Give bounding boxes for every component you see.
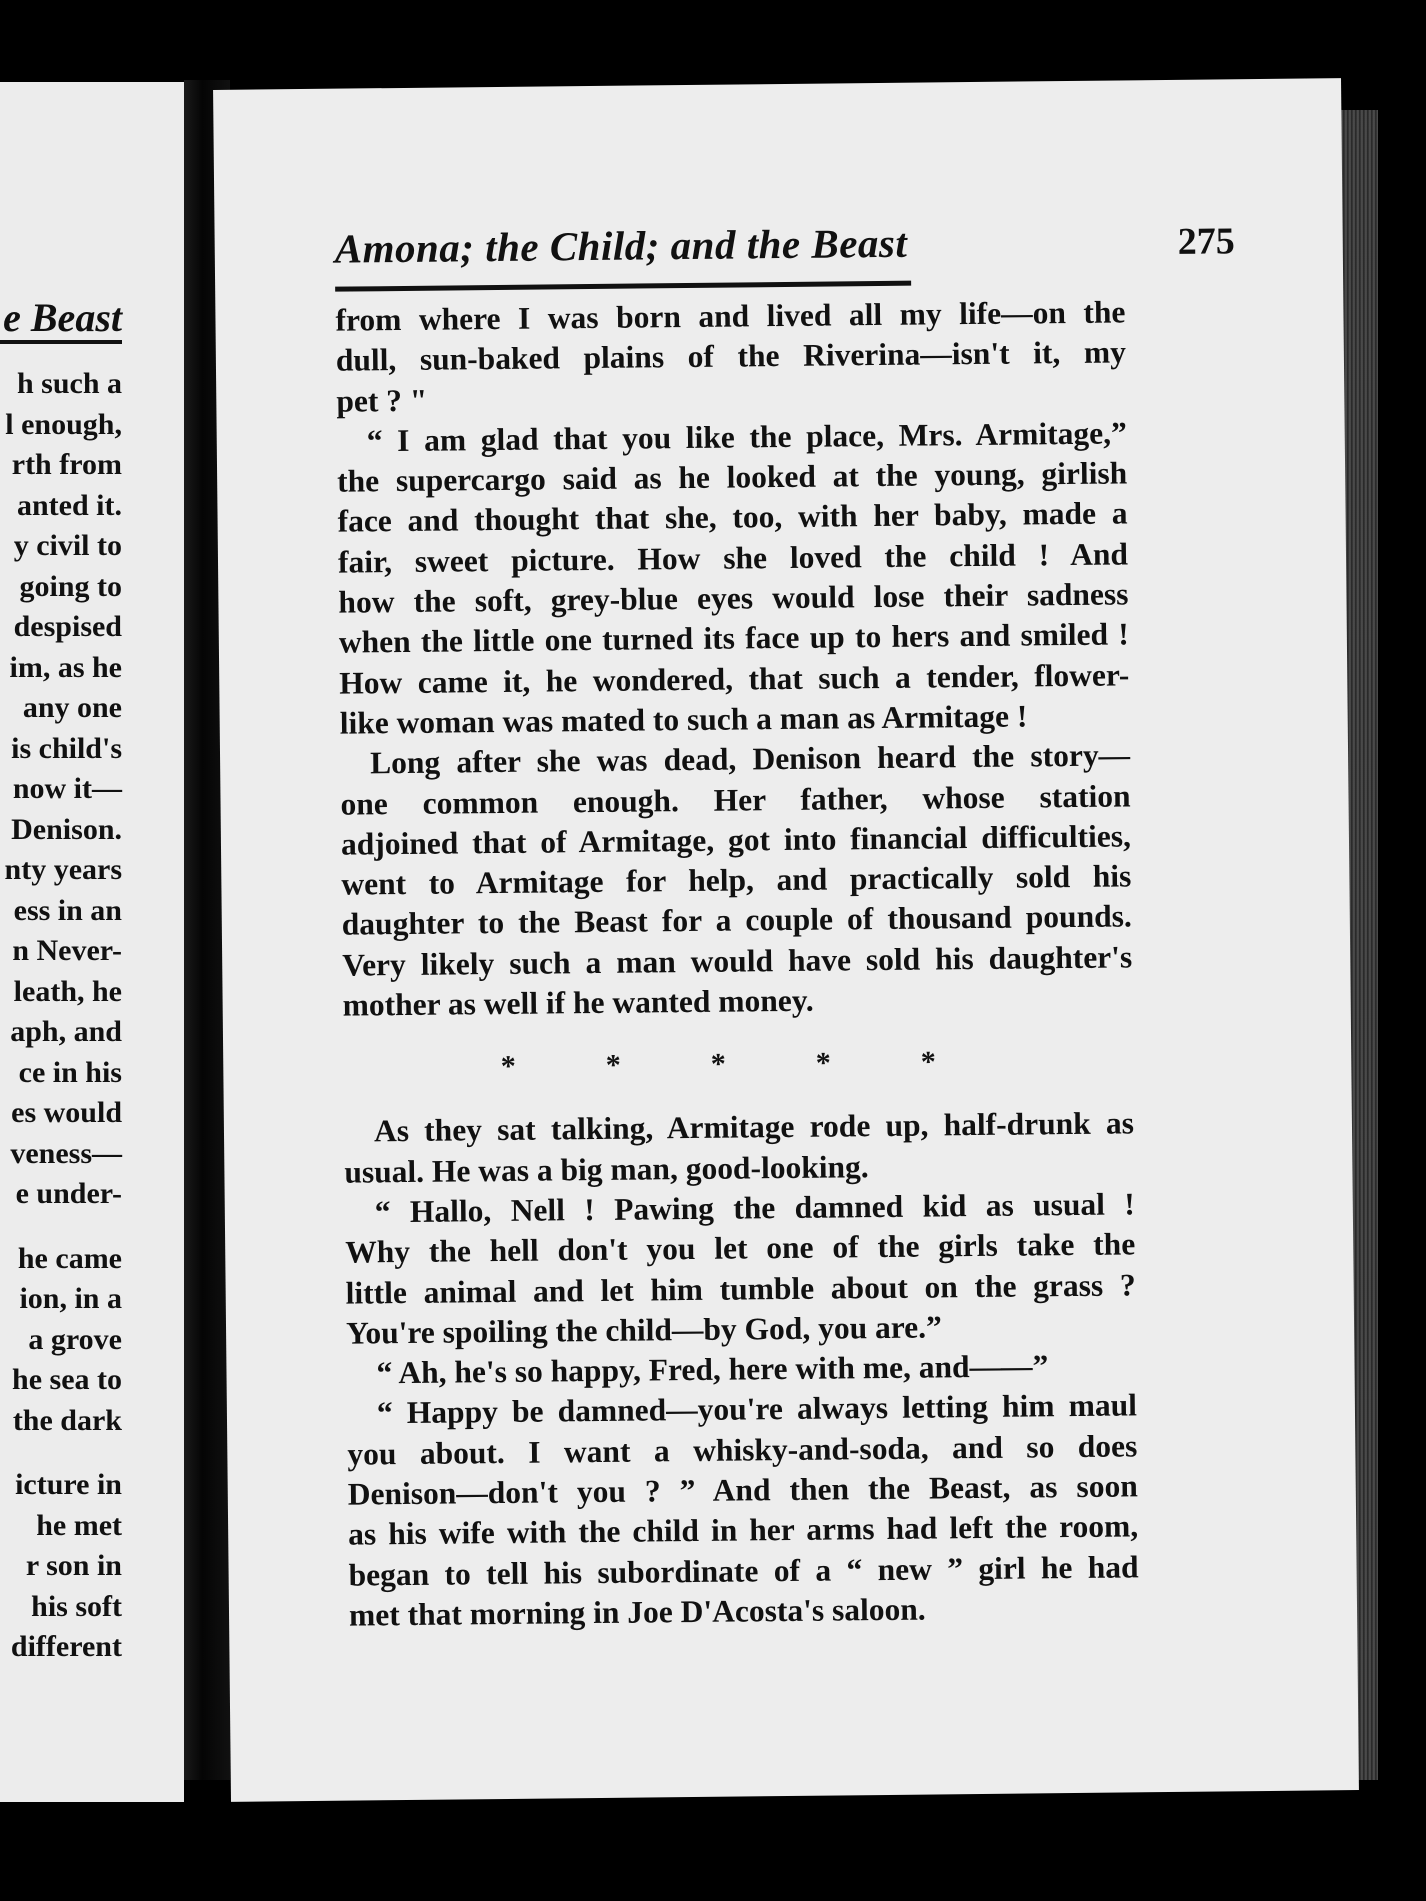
left-text-line: y civil to [13, 529, 122, 562]
left-text-line: ess in an [13, 893, 122, 927]
left-page [0, 82, 184, 1802]
paragraph [335, 292, 1126, 421]
text-line: usual. He was a big man, good-looking. [344, 1148, 869, 1190]
left-text-line: going to [19, 569, 122, 603]
left-text-line: aph, and [10, 1015, 122, 1048]
text-line: how the soft, grey-blue eyes would lose their sadness [338, 576, 1129, 620]
text-line: You're spoiling the child—by God, you are.” [345, 1309, 942, 1351]
text-line: fair, sweet picture. How she loved the child ! And [337, 536, 1129, 580]
text-line: met that morning in Joe D'Acosta's saloon. [348, 1591, 926, 1633]
text-line: like woman was mated to such a man as Armitage ! [339, 698, 1028, 741]
left-text-line: ce in his [18, 1055, 122, 1089]
text-line: began to tell his subordinate of a “ new ” girl he had [348, 1548, 1139, 1593]
text-line: Very likely such a man would have sold his daughter's [342, 939, 1133, 983]
left-title-rule [0, 340, 122, 344]
text-line: How came it, he wondered, that such a tender, flower- [339, 657, 1130, 701]
right-page [213, 78, 1359, 1802]
left-text-line: he sea to [12, 1363, 122, 1396]
paragraph [347, 1386, 1139, 1636]
text-line: As they sat talking, Armitage rode up, half-drunk as [373, 1105, 1135, 1149]
left-running-title: e Beast [3, 295, 122, 340]
text-line: adjoined that of Armitage, got into financial difficulties, [340, 818, 1132, 862]
text-line: Long after she was dead, Denison heard the story— [369, 737, 1131, 781]
asterisk: * [710, 1047, 726, 1081]
page-header [334, 215, 1235, 284]
left-paragraph-gap [5, 1441, 122, 1465]
left-text-line: despised [13, 610, 122, 643]
left-text-line: any one [22, 691, 122, 724]
text-line: “ Hallo, Nell ! Pawing the damned kid as usual ! [374, 1186, 1135, 1230]
left-text-line: leath, he [13, 974, 122, 1008]
left-text-line: the dark [12, 1403, 122, 1437]
asterisk: * [605, 1048, 621, 1083]
text-line: the supercargo said as he looked at the young, girlish [336, 455, 1128, 499]
text-line: you about. I want a whisky-and-soda, and so does [347, 1428, 1138, 1472]
left-text-line: is child's [11, 731, 122, 765]
left-text-line: im, as he [9, 650, 122, 684]
page-body [335, 292, 1139, 1635]
left-paragraph-gap [5, 1215, 122, 1239]
left-text-line: different [10, 1630, 122, 1663]
asterisk: * [500, 1050, 516, 1084]
text-line: Denison—don't you ? ” And then the Beast, as soon [347, 1468, 1138, 1512]
section-break [343, 1018, 1134, 1112]
text-line: dull, sun-baked plains of the Riverina—isn't it, my [335, 334, 1127, 378]
asterisk: * [815, 1046, 831, 1080]
left-text-line: a grove [28, 1322, 122, 1356]
left-text-line: r son in [25, 1549, 122, 1582]
left-text-line: veness— [10, 1136, 122, 1170]
paragraph [345, 1184, 1137, 1353]
left-text-line: h such a [16, 367, 122, 400]
left-text-line: nty years [4, 853, 122, 886]
left-text-line: rth from [11, 448, 122, 481]
text-line: daughter to the Beast for a couple of thousand pounds. [341, 898, 1132, 943]
text-line: “ Happy be damned—you're always letting him maul [376, 1387, 1138, 1431]
left-text-line: he came [17, 1241, 122, 1275]
left-text-line: ion, in a [19, 1282, 122, 1315]
left-text-line: l enough, [5, 407, 122, 441]
text-line: one common enough. Her father, whose station [340, 777, 1131, 822]
paragraph [337, 413, 1130, 744]
text-line: face and thought that she, too, with her baby, made a [337, 495, 1128, 540]
left-text-line: his soft [31, 1589, 122, 1623]
left-text-line: now it— [12, 772, 122, 805]
paragraph [344, 1104, 1135, 1193]
text-line: Why the hell don't you let one of the girls take the [345, 1226, 1136, 1270]
text-line: from where I was born and lived all my life—on the [335, 294, 1126, 338]
left-text-line: he met [36, 1508, 122, 1542]
text-line: little animal and let him tumble about on the grass ? [345, 1266, 1136, 1311]
text-line: pet ? " [336, 382, 428, 419]
text-line: went to Armitage for help, and practically sold his [341, 858, 1132, 902]
left-text-line: e under- [15, 1177, 122, 1210]
text-line: “ Ah, he's so happy, Fred, here with me, and——” [376, 1348, 1049, 1391]
left-text-line: n Never- [12, 934, 122, 967]
page-number: 275 [1177, 220, 1235, 263]
left-text-line: Denison. [11, 812, 122, 846]
running-title: Amona; the Child; and the Beast [334, 219, 908, 272]
text-line: as his wife with the child in her arms had left the room, [348, 1508, 1139, 1552]
left-text-line: icture in [15, 1468, 122, 1501]
paragraph [340, 736, 1133, 1026]
left-text-line: anted it. [17, 488, 122, 522]
asterisk: * [920, 1045, 936, 1079]
text-line: mother as well if he wanted money. [342, 982, 814, 1023]
left-text-line: es would [11, 1096, 122, 1129]
text-line: when the little one turned its face up to hers and smiled ! [338, 616, 1130, 661]
left-page-text [5, 364, 122, 1668]
text-line: “ I am glad that you like the place, Mrs. Armitage,” [366, 415, 1127, 459]
